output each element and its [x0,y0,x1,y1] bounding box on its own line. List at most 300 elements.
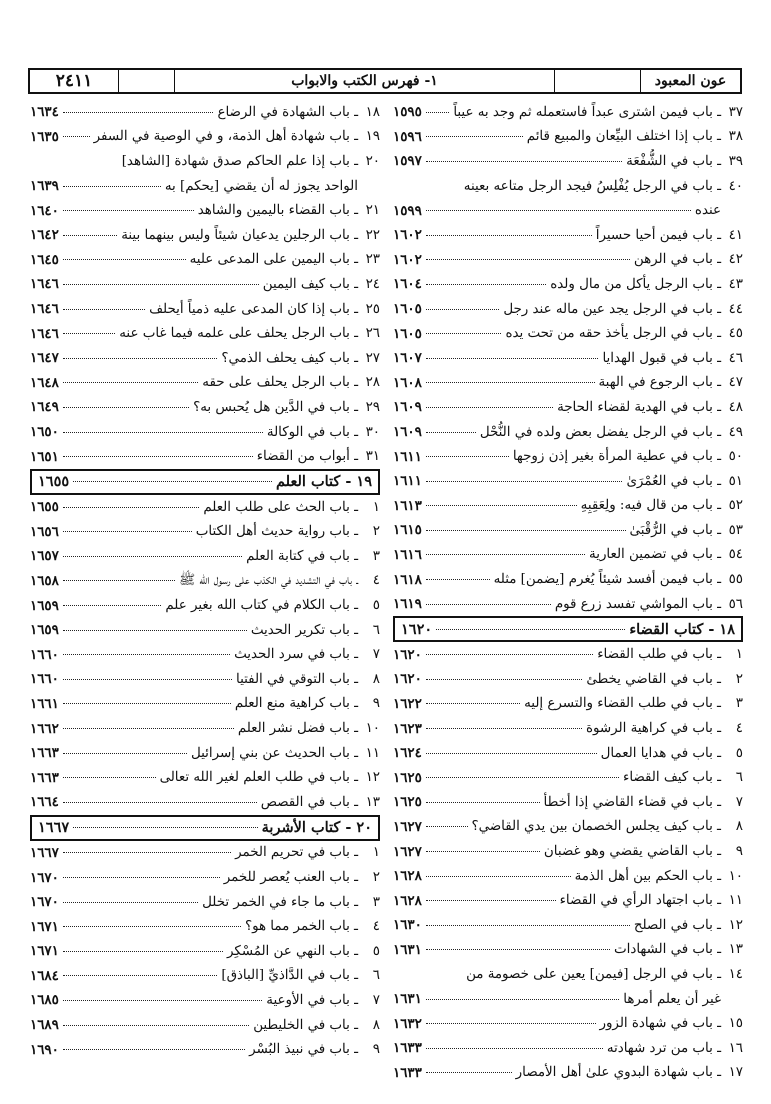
entry-text: ـ باب كراهية منع العلم [234,696,358,712]
entry-page-number: ١٦٣٣ [393,1064,422,1081]
leader-dots [426,210,691,211]
leader-dots [426,161,622,162]
index-entry [30,395,380,420]
entry-page-number: ١٦٢٧ [393,843,422,860]
entry-text: ـ باب في الدَّاذيِّ [الباذق] [221,968,358,984]
leader-dots [63,358,218,359]
entry-text: ـ باب في عطية المرأة بغير إذن زوجها [512,449,721,465]
section-page-number: ١٦٦٧ [38,819,70,837]
book-section-heading [30,815,380,841]
index-entry [393,125,743,150]
index-entry [30,520,380,545]
index-entry [393,567,743,592]
leader-dots [63,580,175,581]
leader-dots [63,902,198,903]
entry-text: ـ باب في الرجل يجد عين ماله عند رجل [503,301,721,317]
index-entry [30,248,380,273]
entry-text: ـ باب في قبول الهدايا [602,350,721,366]
entry-text: ـ باب الحكم بين أهل الذمة [574,868,721,884]
entry-page-number: ١٦٨٤ [30,967,59,984]
entry-page-number: ١٦٦٤ [30,794,59,811]
index-entry [393,741,743,766]
entry-page-number: ١٦٠٩ [393,424,422,441]
index-entry [30,988,380,1013]
leader-dots [63,1049,245,1050]
entry-number: ٣٩ [728,153,743,169]
leader-dots [426,481,623,482]
entry-page-number: ١٦٢٧ [393,818,422,835]
index-entry [393,420,743,445]
entry-page-number: ١٦٤٩ [30,399,59,416]
entry-number: ١٠ [728,868,743,884]
leader-dots [63,703,231,704]
leader-dots [426,851,540,852]
index-entry [393,174,743,199]
entry-number: ٢٣ [365,252,380,268]
leader-dots [63,605,162,606]
index-entry [393,592,743,617]
index-entry [393,888,743,913]
leader-dots [426,505,577,506]
entry-number: ٢١ [365,203,380,219]
index-entry [393,444,743,469]
entry-page-number: ١٦٠٤ [393,276,422,293]
index-entry [30,765,380,790]
leader-dots [426,925,630,926]
entry-page-number: ١٦٥٩ [30,622,59,639]
leader-dots [426,456,509,457]
entry-text: ـ باب في تضمين العارية [589,547,721,563]
index-entry [393,297,743,322]
index-entry [30,420,380,445]
entry-number: ٥٢ [728,498,743,514]
entry-page-number: ١٦٥٩ [30,597,59,614]
leader-dots [426,826,468,827]
leader-dots [426,112,450,113]
leader-dots [426,235,592,236]
entry-page-number: ١٦٠٧ [393,350,422,367]
leader-dots [63,679,232,680]
entry-text: ـ باب في كراهية الرشوة [585,721,721,737]
index-entry [393,198,743,223]
index-entry [393,1011,743,1036]
leader-dots [73,481,272,482]
index-entry [393,371,743,396]
entry-page-number: ١٦٣٠ [393,917,422,934]
entry-number: ٣٨ [728,129,743,145]
entry-page-number: ١٦١١ [393,448,422,465]
entry-text: ـ باب في الشُّفْعَة [626,153,721,169]
index-entry [30,914,380,939]
leader-dots [63,777,156,778]
leader-dots [426,530,626,531]
left-column [30,100,380,1062]
index-entry [30,321,380,346]
leader-dots [426,999,620,1000]
book-section-heading [30,469,380,495]
entry-number: ٩ [735,844,743,860]
entry-text: ـ باب الحديث عن بني إسرائيل [190,745,358,761]
entry-page-number: ١٦١٦ [393,546,422,563]
index-entry [393,692,743,717]
index-entry [393,149,743,174]
index-entry [393,543,743,568]
leader-dots [63,728,234,729]
leader-dots [426,358,599,359]
index-entry [30,741,380,766]
entry-text: ـ باب في طلب العلم لغير الله تعالى [159,770,358,786]
entry-number: ٥٣ [728,522,743,538]
entry-number: ١٦ [728,1040,743,1056]
entry-page-number: ١٦٤٥ [30,251,59,268]
index-entry [393,321,743,346]
entry-number: ٢٧ [365,350,380,366]
entry-text: ـ باب في الرهن [633,252,721,268]
leader-dots [63,284,259,285]
entry-page-number: ١٦٠٢ [393,227,422,244]
entry-text: ـ باب فيمن اشترى عبداً فاستعمله ثم وجد به عيباً [453,104,721,120]
entry-number: ٦ [372,968,380,984]
entry-page-number: ١٥٩٧ [393,153,422,170]
leader-dots [426,432,476,433]
entry-text: ـ باب كيف يجلس الخصمان بين يدي القاضي؟ [471,819,721,835]
index-entry [393,1061,743,1086]
entry-number: ٢ [372,870,380,886]
entry-number: ٦ [372,622,380,638]
page-header [28,68,742,94]
entry-page-number: ١٦٠٩ [393,399,422,416]
leader-dots [426,284,546,285]
entry-page-number: ١٦٢٨ [393,892,422,909]
leader-dots [426,654,593,655]
entry-page-number: ١٦٢٠ [393,671,422,688]
entry-page-number: ١٦٦٠ [30,646,59,663]
entry-page-number: ١٦٨٩ [30,1017,59,1034]
entry-number: ٢٦ [365,326,380,342]
entry-page-number: ١٦٢٢ [393,695,422,712]
entry-text: غير أن يعلم أمرها [623,991,721,1007]
index-entry [393,248,743,273]
entry-page-number: ١٦١٨ [393,571,422,588]
index-entry [393,913,743,938]
entry-number: ٥٥ [728,572,743,588]
entry-text: ـ باب العنب يُعصر للخمر [223,870,358,886]
index-entry [393,346,743,371]
entry-page-number: ١٦٦٠ [30,671,59,688]
section-page-number: ١٦٥٥ [38,473,70,491]
entry-number: ٧ [372,992,380,1008]
entry-text: ـ باب في الوكالة [266,424,358,440]
index-entry [393,839,743,864]
leader-dots [426,753,597,754]
entry-number: ٤ [372,919,380,935]
entry-page-number: ١٦٥٠ [30,424,59,441]
entry-page-number: ١٥٩٥ [393,104,422,121]
leader-dots [63,975,218,976]
entry-page-number: ١٦٤٠ [30,202,59,219]
entry-text: ـ باب إذا اختلف البيِّعان والمبيع قائم [526,129,721,145]
header-blank-cell [554,70,640,92]
entry-number: ١٨ [365,104,380,120]
leader-dots [63,951,223,952]
entry-number: ١٣ [728,942,743,958]
entry-text: ـ باب اجتهاد الرأي في القضاء [559,893,721,909]
entry-number: ٩ [372,1042,380,1058]
entry-page-number: ١٦٤٢ [30,227,59,244]
entry-text: ـ باب في الدَّين هل يُحبس به؟ [193,399,358,415]
entry-page-number: ١٥٩٩ [393,202,422,219]
entry-page-number: ١٦٠٥ [393,325,422,342]
entry-page-number: ١٦٦٢ [30,720,59,737]
leader-dots [63,112,214,113]
index-entry [30,544,380,569]
entry-number: ١٢ [728,917,743,933]
entry-text: ـ باب الحث على طلب العلم [203,499,358,515]
section-title: ١٩ - كتاب العلم [276,473,372,491]
entry-text: الواحد يجوز له أن يقضي [يحكم] به [164,178,358,194]
entry-number: ٤٣ [728,276,743,292]
entry-text: ـ باب في الهدية لقضاء الحاجة [557,399,721,415]
index-entry [30,198,380,223]
index-entry [30,667,380,692]
leader-dots [73,827,257,828]
entry-number: ١١ [365,745,380,761]
entry-page-number: ١٦٦١ [30,695,59,712]
leader-dots [63,877,220,878]
entry-page-number: ١٦٦٧ [30,844,59,861]
leader-dots [426,136,523,137]
entry-number: ٥٠ [728,449,743,465]
entry-text: ـ باب كيف اليمين [262,276,358,292]
index-entry [30,865,380,890]
entry-number: ٣ [372,548,380,564]
entry-text: ـ باب في نبيذ البُسْر [249,1042,358,1058]
index-entry [393,765,743,790]
entry-page-number: ١٦٧٠ [30,869,59,886]
entry-page-number: ١٦٥٥ [30,499,59,516]
entry-text: ـ باب في سرد الحديث [234,647,358,663]
leader-dots [426,1048,603,1049]
entry-page-number: ١٥٩٦ [393,128,422,145]
entry-text: ـ باب في شهادة الزور [599,1016,721,1032]
index-entry [393,667,743,692]
leader-dots [63,531,192,532]
entry-page-number: ١٦٤٦ [30,325,59,342]
entry-text: ـ باب في طلب القضاء [597,647,721,663]
entry-number: ٤ [372,573,380,589]
index-entry [393,395,743,420]
entry-text: ـ باب في قضاء القاضي إذا أخطأ [543,794,721,810]
leader-dots [426,604,551,605]
index-entry [393,938,743,963]
entry-text: ـ باب الرجل يحلف على حقه [202,375,358,391]
entry-number: ٤٩ [728,424,743,440]
leader-dots [426,703,520,704]
leader-dots [426,407,553,408]
entry-page-number: ١٦٣٥ [30,128,59,145]
entry-number: ٩ [372,696,380,712]
index-entry [393,642,743,667]
leader-dots [426,382,595,383]
index-entry [393,716,743,741]
entry-number: ٢٠ [365,153,380,169]
index-entry [393,790,743,815]
entry-page-number: ١٦٢٨ [393,868,422,885]
entry-text: ـ باب في الرجل يفضل بعض ولده في النُّحْل [479,424,721,440]
entry-text: ـ باب في الرجل يأخذ حقه من تحت يده [505,326,721,342]
entry-number: ٣ [372,894,380,910]
entry-text: ـ باب في الخليطين [253,1017,358,1033]
entry-page-number: ١٦٢٣ [393,720,422,737]
entry-number: ٤٠ [728,178,743,194]
index-entry [30,569,380,594]
index-entry [30,223,380,248]
entry-text: ـ باب شهادة البدوي علىٰ أهل الأمصار [515,1065,721,1081]
entry-text: ـ أبواب من القضاء [256,449,358,465]
entry-page-number: ١٦٢٠ [393,646,422,663]
leader-dots [426,309,500,310]
leader-dots [426,333,502,334]
index-entry [393,272,743,297]
entry-text: ـ باب تكرير الحديث [250,622,358,638]
index-title: ١- فهرس الكتب والابواب [174,70,554,92]
section-title: ٢٠ - كتاب الأشربة [261,819,372,837]
entry-page-number: ١٦٣١ [393,991,422,1008]
leader-dots [426,579,490,580]
entry-number: ١ [735,647,743,663]
entry-text: ـ باب الرجوع في الهبة [598,375,721,391]
entry-text: ـ باب في العُمْرَىٰ [626,473,721,489]
entry-page-number: ١٦٧١ [30,918,59,935]
index-entry [393,864,743,889]
entry-page-number: ١٦٧٠ [30,894,59,911]
entry-text: ـ باب في الشهادات [614,942,721,958]
leader-dots [426,1072,512,1073]
entry-text: ـ باب الرجل يحلف على علمه فيما غاب عنه [119,326,358,342]
entry-text: ـ باب التوقي في الفتيا [236,671,358,687]
index-entry [30,841,380,866]
entry-text: ـ باب الكلام في كتاب الله بغير علم [165,598,358,614]
entry-text: عنده [694,203,721,219]
entry-text: ـ باب من ترد شهادته [606,1040,721,1056]
entry-page-number: ١٦٣٩ [30,178,59,195]
entry-text: ـ باب في كتابة العلم [246,548,358,564]
entry-number: ١٥ [728,1016,743,1032]
leader-dots [63,333,115,334]
index-entry [393,1036,743,1061]
entry-number: ٤٤ [728,301,743,317]
entry-number: ٤٦ [728,350,743,366]
entry-number: ٨ [735,819,743,835]
leader-dots [63,186,161,187]
entry-number: ٢٥ [365,301,380,317]
index-entry [30,716,380,741]
entry-page-number: ١٦٠٢ [393,251,422,268]
entry-text: ـ باب إذا كان المدعى عليه ذمياً أيحلف [149,301,358,317]
entry-page-number: ١٦٣١ [393,941,422,958]
entry-text: ـ باب في القصص [260,794,358,810]
leader-dots [63,1025,249,1026]
entry-page-number: ١٦٢٥ [393,769,422,786]
entry-page-number: ١٦٣٣ [393,1040,422,1057]
leader-dots [63,136,90,137]
entry-page-number: ١٦٤٧ [30,350,59,367]
leader-dots [63,556,242,557]
leader-dots [63,259,186,260]
entry-page-number: ١٦١٣ [393,497,422,514]
entry-page-number: ١٦٢٤ [393,745,422,762]
entry-text: ـ باب إذا علم الحاكم صدق شهادة [الشاهد] [121,153,358,169]
entry-number: ١٢ [365,770,380,786]
leader-dots [63,235,117,236]
entry-text: ـ باب الشهادة في الرضاع [217,104,358,120]
entry-text: ـ باب اليمين على المدعى عليه [189,252,358,268]
leader-dots [63,753,187,754]
entry-number: ٢ [372,524,380,540]
entry-page-number: ١٦٤٦ [30,276,59,293]
entry-text: ـ باب في طلب القضاء والتسرع إليه [524,696,721,712]
leader-dots [426,679,583,680]
entry-text: ـ باب في تحريم الخمر [235,845,358,861]
leader-dots [63,210,194,211]
index-entry [393,962,743,987]
entry-number: ٥٦ [728,596,743,612]
entry-text: ـ باب في التشديد في الكذب على رسول الله ﷺ [178,572,358,588]
entry-page-number: ١٦٩٠ [30,1041,59,1058]
leader-dots [63,802,257,803]
entry-page-number: ١٦٥٧ [30,548,59,565]
entry-number: ٣ [735,696,743,712]
entry-number: ٥ [372,943,380,959]
entry-page-number: ١٦١٥ [393,522,422,539]
page-number: ٢٤١١ [55,71,93,91]
entry-number: ٤٧ [728,375,743,391]
entry-number: ٧ [735,794,743,810]
entry-page-number: ١٦٦٣ [30,745,59,762]
leader-dots [63,432,263,433]
leader-dots [63,407,189,408]
entry-page-number: ١٦٣٢ [393,1015,422,1032]
entry-text: ـ باب الرجل يأكل من مال ولده [550,276,721,292]
entry-number: ٧ [372,647,380,663]
entry-page-number: ١٦٨٥ [30,992,59,1009]
index-entry [393,100,743,125]
entry-number: ١٧ [728,1065,743,1081]
entry-number: ١٣ [365,794,380,810]
index-entry [30,964,380,989]
entry-number: ١٠ [365,721,380,737]
entry-text: ـ باب المواشي تفسد زرع قوم [554,596,721,612]
entry-number: ٤ [735,721,743,737]
entry-text: ـ باب رواية حديث أهل الكتاب [195,524,358,540]
index-entry [30,272,380,297]
entry-number: ٥ [735,745,743,761]
entry-page-number: ١٦١١ [393,473,422,490]
leader-dots [426,259,630,260]
leader-dots [63,507,200,508]
entry-number: ٢٤ [365,276,380,292]
entry-page-number: ١٦٤٨ [30,374,59,391]
entry-number: ٤١ [728,227,743,243]
entry-text: ـ باب القاضي يقضي وهو غضبان [543,844,721,860]
leader-dots [426,949,610,950]
leader-dots [63,382,199,383]
leader-dots [63,1000,263,1001]
entry-page-number: ١٦٥١ [30,448,59,465]
entry-page-number: ١٦١٩ [393,596,422,613]
entry-number: ٥٤ [728,547,743,563]
index-entry [30,149,380,174]
